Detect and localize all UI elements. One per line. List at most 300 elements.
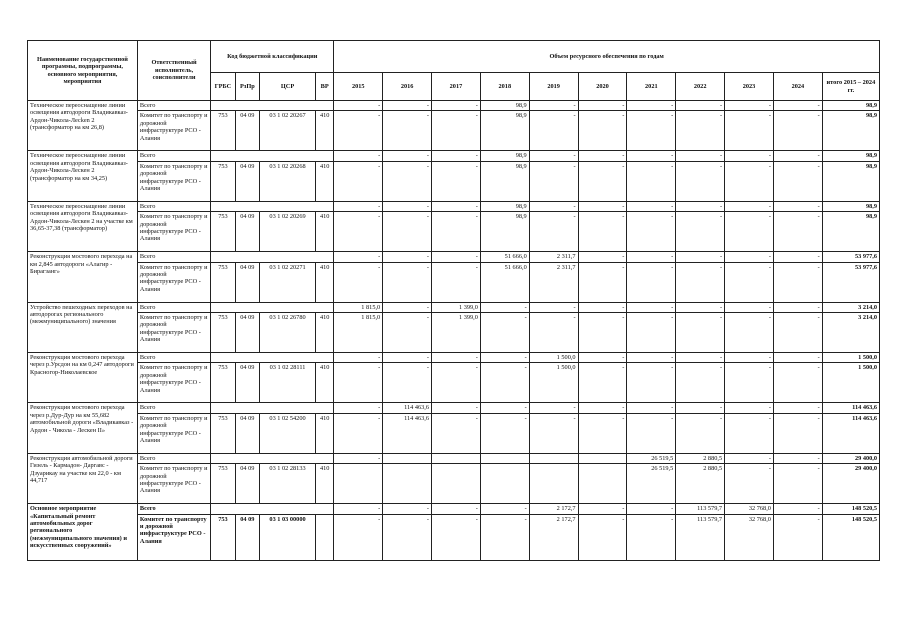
year-value: - xyxy=(773,413,822,453)
vsego-label: Всего xyxy=(137,252,210,262)
header-code-col: ЦСР xyxy=(260,73,316,101)
vsego-value: - xyxy=(676,252,725,262)
year-value: - xyxy=(334,514,383,560)
vsego-value: - xyxy=(334,151,383,161)
header-year: 2020 xyxy=(578,73,627,101)
vsego-value: - xyxy=(773,201,822,211)
responsible-row xyxy=(28,413,880,453)
vsego-value: - xyxy=(334,504,383,514)
vr-code: 410 xyxy=(316,413,334,453)
year-value: - xyxy=(432,161,481,201)
measure-name: Реконструкция автомобильной дороги Гизель - Кармадон- Даргавс - Дзуарикау на участке км 22,0 - км 44,717 xyxy=(28,453,138,503)
code-empty xyxy=(211,504,334,514)
header-year: 2022 xyxy=(676,73,725,101)
vr-code: 410 xyxy=(316,363,334,403)
year-value: - xyxy=(773,111,822,151)
row-total: 148 520,5 xyxy=(822,514,879,560)
vsego-value: - xyxy=(773,453,822,463)
vsego-value: - xyxy=(725,151,774,161)
vsego-row xyxy=(28,403,880,413)
vsego-value: - xyxy=(578,151,627,161)
year-value: - xyxy=(676,262,725,302)
vsego-value: - xyxy=(578,201,627,211)
rzpr-code: 04 09 xyxy=(235,111,259,151)
responsible-row xyxy=(28,464,880,504)
year-value: - xyxy=(578,363,627,403)
vsego-value: - xyxy=(725,101,774,111)
csr-code: 03 1 02 20269 xyxy=(260,212,316,252)
vsego-total: 1 500,0 xyxy=(822,353,879,363)
grbs-code: 753 xyxy=(211,413,235,453)
vsego-value: 98,9 xyxy=(480,151,529,161)
vsego-value: - xyxy=(432,353,481,363)
grbs-code: 753 xyxy=(211,111,235,151)
vsego-value: - xyxy=(334,101,383,111)
vsego-value: - xyxy=(773,151,822,161)
year-value: - xyxy=(529,111,578,151)
year-value: - xyxy=(627,161,676,201)
responsible-executor: Комитет по транспорту и дорожной инфраструктуре РСО - Алания xyxy=(137,363,210,403)
responsible-row xyxy=(28,212,880,252)
vsego-value: - xyxy=(529,302,578,312)
vsego-value: - xyxy=(676,151,725,161)
year-value: 2 172,7 xyxy=(529,514,578,560)
year-value: - xyxy=(627,514,676,560)
year-value: - xyxy=(578,212,627,252)
vsego-row xyxy=(28,453,880,463)
year-value: - xyxy=(627,111,676,151)
budget-table-page xyxy=(27,40,880,561)
vsego-value: - xyxy=(529,403,578,413)
header-year: 2017 xyxy=(432,73,481,101)
grbs-code: 753 xyxy=(211,464,235,504)
csr-code: 03 1 02 20268 xyxy=(260,161,316,201)
year-value: - xyxy=(334,212,383,252)
vsego-value: - xyxy=(383,353,432,363)
year-value: - xyxy=(627,262,676,302)
row-total: 3 214,0 xyxy=(822,313,879,353)
year-value: - xyxy=(383,111,432,151)
code-empty xyxy=(211,201,334,211)
year-value: - xyxy=(334,413,383,453)
vsego-value: - xyxy=(627,151,676,161)
year-value: - xyxy=(480,514,529,560)
year-value: - xyxy=(725,111,774,151)
year-value xyxy=(432,464,481,504)
year-value: 2 311,7 xyxy=(529,262,578,302)
vsego-value: - xyxy=(676,403,725,413)
vsego-value: - xyxy=(383,101,432,111)
rzpr-code: 04 09 xyxy=(235,161,259,201)
responsible-row xyxy=(28,161,880,201)
vsego-value: - xyxy=(480,302,529,312)
vsego-value: - xyxy=(725,453,774,463)
row-total: 98,9 xyxy=(822,111,879,151)
vsego-label: Всего xyxy=(137,302,210,312)
row-total: 53 977,6 xyxy=(822,262,879,302)
year-value: 114 463,6 xyxy=(383,413,432,453)
vsego-row xyxy=(28,504,880,514)
year-value: - xyxy=(383,514,432,560)
csr-code: 03 1 03 00000 xyxy=(260,514,316,560)
header-year: 2023 xyxy=(725,73,774,101)
header-year: 2019 xyxy=(529,73,578,101)
vsego-value: 114 463,6 xyxy=(383,403,432,413)
vsego-value: - xyxy=(725,201,774,211)
csr-code: 03 1 02 20271 xyxy=(260,262,316,302)
year-value: - xyxy=(676,363,725,403)
responsible-executor: Комитет по транспорту и дорожной инфраструктуре РСО - Алания xyxy=(137,212,210,252)
vsego-value: - xyxy=(627,101,676,111)
year-value: - xyxy=(627,363,676,403)
csr-code: 03 1 02 26780 xyxy=(260,313,316,353)
resource-table xyxy=(27,40,880,561)
vsego-value: - xyxy=(432,101,481,111)
year-value: - xyxy=(432,413,481,453)
vsego-value: - xyxy=(529,101,578,111)
year-value: 51 666,0 xyxy=(480,262,529,302)
code-empty xyxy=(211,302,334,312)
vsego-value: - xyxy=(432,504,481,514)
vr-code: 410 xyxy=(316,111,334,151)
rzpr-code: 04 09 xyxy=(235,413,259,453)
grbs-code: 753 xyxy=(211,161,235,201)
vsego-value: - xyxy=(480,353,529,363)
vsego-total: 53 977,6 xyxy=(822,252,879,262)
row-total: 98,9 xyxy=(822,212,879,252)
measure-name: Техническое переоснащение линии освещения автодороги Владикавказ-Ардон-Чикола-Лесken 2 (трансформатор на км 26,8) xyxy=(28,101,138,151)
year-value: - xyxy=(432,514,481,560)
header-year: 2016 xyxy=(383,73,432,101)
code-empty xyxy=(211,403,334,413)
responsible-row xyxy=(28,313,880,353)
year-value: - xyxy=(676,161,725,201)
responsible-executor: Комитет по транспорту и дорожной инфраструктуре РСО - Алания xyxy=(137,313,210,353)
measure-name: Техническое переоснащение линии освещения автодороги Владикавказ-Ардон-Чикола-Лескен 2 (трансформатор на км 34,25) xyxy=(28,151,138,201)
vsego-total: 98,9 xyxy=(822,151,879,161)
year-value: 1 815,0 xyxy=(334,313,383,353)
year-value: - xyxy=(432,363,481,403)
vsego-value: - xyxy=(334,453,383,463)
year-value: - xyxy=(773,363,822,403)
header-budget-code: Код бюджетной классификации xyxy=(211,41,334,73)
year-value: - xyxy=(432,212,481,252)
header-year: 2021 xyxy=(627,73,676,101)
vsego-value: - xyxy=(578,101,627,111)
vsego-value: - xyxy=(480,403,529,413)
year-value: - xyxy=(773,514,822,560)
vsego-value: 98,9 xyxy=(480,201,529,211)
vsego-total: 148 520,5 xyxy=(822,504,879,514)
vsego-value xyxy=(480,453,529,463)
year-value: - xyxy=(725,313,774,353)
vsego-total: 98,9 xyxy=(822,101,879,111)
vsego-value: - xyxy=(383,252,432,262)
vsego-value: - xyxy=(627,302,676,312)
vr-code: 410 xyxy=(316,212,334,252)
vsego-row xyxy=(28,151,880,161)
vsego-value: - xyxy=(773,302,822,312)
vr-code: 410 xyxy=(316,262,334,302)
year-value: - xyxy=(578,313,627,353)
header-year: 2015 xyxy=(334,73,383,101)
header-code-col: ВР xyxy=(316,73,334,101)
year-value: - xyxy=(725,161,774,201)
year-value: - xyxy=(334,363,383,403)
vsego-value: 51 666,0 xyxy=(480,252,529,262)
vsego-value: 2 880,5 xyxy=(676,453,725,463)
year-value: - xyxy=(725,212,774,252)
vsego-value: 1 399,0 xyxy=(432,302,481,312)
responsible-executor: Комитет по транспорту и дорожной инфраструктуре РСО - Алания xyxy=(137,111,210,151)
vsego-value: - xyxy=(773,252,822,262)
year-value: - xyxy=(334,262,383,302)
vsego-value: - xyxy=(725,353,774,363)
vsego-value: - xyxy=(725,403,774,413)
code-empty xyxy=(211,453,334,463)
header-code-col: РзПр xyxy=(235,73,259,101)
vsego-value: 113 579,7 xyxy=(676,504,725,514)
vsego-value: - xyxy=(773,504,822,514)
vsego-value: - xyxy=(578,403,627,413)
vsego-value: - xyxy=(578,252,627,262)
header-resource-volume: Объем ресурсного обеспечения по годам xyxy=(334,41,880,73)
year-value: 32 768,0 xyxy=(725,514,774,560)
vsego-value: - xyxy=(578,504,627,514)
measure-name: Основное мероприятие «Капитальный ремонт автомобильных дорог регионального (межмуниципального значения) и искусственных сооружений» xyxy=(28,504,138,560)
csr-code: 03 1 02 28133 xyxy=(260,464,316,504)
year-value xyxy=(480,464,529,504)
responsible-executor: Комитет по транспорту и дорожной инфраструктуре РСО - Алания xyxy=(137,413,210,453)
year-value: - xyxy=(383,313,432,353)
row-total: 1 500,0 xyxy=(822,363,879,403)
vr-code: 410 xyxy=(316,161,334,201)
header-name: Наименование государственной программы, подпрограммы, основного мероприятия, мероприятия xyxy=(28,41,138,101)
year-value: - xyxy=(529,161,578,201)
year-value xyxy=(334,464,383,504)
vsego-label: Всего xyxy=(137,201,210,211)
code-empty xyxy=(211,252,334,262)
measure-name: Техническое переоснащение линии освещения автодороги Владикавказ-Ардон-Чикола-Лескен 2 на участке км 36,65-37,38 (трансформатор) xyxy=(28,201,138,251)
vsego-row xyxy=(28,302,880,312)
year-value: 113 579,7 xyxy=(676,514,725,560)
year-value: - xyxy=(676,313,725,353)
vsego-value: 1 500,0 xyxy=(529,353,578,363)
vsego-value: - xyxy=(627,403,676,413)
year-value: - xyxy=(480,313,529,353)
responsible-executor: Комитет по транспорту и дорожной инфраструктуре РСО - Алания xyxy=(137,514,210,560)
year-value: - xyxy=(432,111,481,151)
vsego-value: - xyxy=(627,201,676,211)
vsego-label: Всего xyxy=(137,353,210,363)
year-value: - xyxy=(529,212,578,252)
year-value: - xyxy=(578,161,627,201)
responsible-executor: Комитет по транспорту и дорожной инфраструктуре РСО - Алания xyxy=(137,464,210,504)
vsego-label: Всего xyxy=(137,403,210,413)
year-value: 26 519,5 xyxy=(627,464,676,504)
year-value: - xyxy=(725,464,774,504)
vsego-value: - xyxy=(383,504,432,514)
vsego-value: - xyxy=(334,403,383,413)
vsego-value: - xyxy=(725,302,774,312)
year-value: - xyxy=(627,212,676,252)
rzpr-code: 04 09 xyxy=(235,363,259,403)
vsego-value: - xyxy=(432,403,481,413)
vsego-total: 3 214,0 xyxy=(822,302,879,312)
vsego-value: - xyxy=(627,504,676,514)
year-value: - xyxy=(676,111,725,151)
vsego-value: - xyxy=(529,151,578,161)
vr-code xyxy=(316,514,334,560)
vsego-value: - xyxy=(432,252,481,262)
vr-code: 410 xyxy=(316,464,334,504)
header-year: 2024 xyxy=(773,73,822,101)
year-value: 98,9 xyxy=(480,111,529,151)
vsego-value: 1 815,0 xyxy=(334,302,383,312)
vsego-value xyxy=(383,453,432,463)
header-total: итого 2015 – 2024 гг. xyxy=(822,73,879,101)
measure-name: Реконструкция мостового перехода через р.Урсдон на км 0,247 автодороги Красногор-Николаевское xyxy=(28,353,138,403)
year-value: - xyxy=(773,262,822,302)
vsego-value: - xyxy=(480,504,529,514)
year-value: - xyxy=(529,413,578,453)
csr-code: 03 1 02 20267 xyxy=(260,111,316,151)
responsible-row xyxy=(28,514,880,560)
vsego-value: 32 768,0 xyxy=(725,504,774,514)
vsego-value: 26 519,5 xyxy=(627,453,676,463)
year-value: - xyxy=(627,413,676,453)
responsible-row xyxy=(28,363,880,403)
grbs-code: 753 xyxy=(211,363,235,403)
year-value xyxy=(578,464,627,504)
vsego-value: - xyxy=(773,101,822,111)
vsego-value xyxy=(578,453,627,463)
vsego-value: - xyxy=(578,302,627,312)
year-value: - xyxy=(773,161,822,201)
vsego-value: - xyxy=(383,302,432,312)
year-value: - xyxy=(773,464,822,504)
vsego-value xyxy=(529,453,578,463)
year-value: - xyxy=(627,313,676,353)
grbs-code: 753 xyxy=(211,313,235,353)
vsego-value: - xyxy=(578,353,627,363)
year-value: - xyxy=(578,111,627,151)
year-value xyxy=(383,464,432,504)
row-total: 29 400,0 xyxy=(822,464,879,504)
year-value: - xyxy=(676,413,725,453)
code-empty xyxy=(211,101,334,111)
measure-name: Реконструкция мостового перехода на км 2,845 автодороги «Алагир - Бирагзанг» xyxy=(28,252,138,302)
year-value: - xyxy=(529,313,578,353)
vsego-value: - xyxy=(529,201,578,211)
vsego-value: - xyxy=(334,252,383,262)
grbs-code: 753 xyxy=(211,514,235,560)
code-empty xyxy=(211,353,334,363)
rzpr-code: 04 09 xyxy=(235,313,259,353)
rzpr-code: 04 09 xyxy=(235,262,259,302)
year-value xyxy=(529,464,578,504)
vsego-label: Всего xyxy=(137,101,210,111)
vsego-total: 29 400,0 xyxy=(822,453,879,463)
year-value: - xyxy=(773,313,822,353)
measure-name: Устройство пешеходных переходов на автодорогах регионального (межмуниципального) значения xyxy=(28,302,138,352)
vsego-value: - xyxy=(334,353,383,363)
responsible-executor: Комитет по транспорту и дорожной инфраструктуре РСО - Алания xyxy=(137,161,210,201)
csr-code: 03 1 02 28111 xyxy=(260,363,316,403)
year-value: - xyxy=(578,413,627,453)
code-empty xyxy=(211,151,334,161)
grbs-code: 753 xyxy=(211,262,235,302)
csr-code: 03 1 02 54200 xyxy=(260,413,316,453)
vsego-total: 114 463,6 xyxy=(822,403,879,413)
rzpr-code: 04 09 xyxy=(235,464,259,504)
vsego-value: - xyxy=(676,101,725,111)
year-value: - xyxy=(773,212,822,252)
vsego-label: Всего xyxy=(137,453,210,463)
vsego-value: - xyxy=(773,353,822,363)
rzpr-code: 04 09 xyxy=(235,212,259,252)
vsego-value: - xyxy=(627,353,676,363)
year-value: - xyxy=(676,212,725,252)
vsego-value: - xyxy=(334,201,383,211)
vsego-total: 98,9 xyxy=(822,201,879,211)
measure-name: Реконструкция мостового перехода через р.Дур-Дур на км 55,682 автомобильной дороги «Владикавказ - Ардон - Чикола - Лескен II» xyxy=(28,403,138,453)
vsego-row xyxy=(28,353,880,363)
vsego-value: - xyxy=(627,252,676,262)
year-value: 98,9 xyxy=(480,161,529,201)
year-value: 2 880,5 xyxy=(676,464,725,504)
vsego-value: 98,9 xyxy=(480,101,529,111)
vsego-value: - xyxy=(383,151,432,161)
vsego-value xyxy=(432,453,481,463)
year-value: - xyxy=(725,262,774,302)
year-value: - xyxy=(383,212,432,252)
year-value: - xyxy=(578,262,627,302)
rzpr-code: 04 09 xyxy=(235,514,259,560)
header-responsible: Ответственный исполнитель, соисполнители xyxy=(137,41,210,101)
vsego-value: 2 311,7 xyxy=(529,252,578,262)
header-code-col: ГРБС xyxy=(211,73,235,101)
year-value: - xyxy=(383,161,432,201)
year-value: - xyxy=(578,514,627,560)
vsego-value: - xyxy=(676,201,725,211)
vsego-value: 2 172,7 xyxy=(529,504,578,514)
year-value: - xyxy=(334,111,383,151)
year-value: - xyxy=(725,363,774,403)
vr-code: 410 xyxy=(316,313,334,353)
year-value: - xyxy=(334,161,383,201)
vsego-value: - xyxy=(383,201,432,211)
vsego-value: - xyxy=(676,302,725,312)
responsible-executor: Комитет по транспорту и дорожной инфраструктуре РСО - Алания xyxy=(137,262,210,302)
vsego-row xyxy=(28,201,880,211)
vsego-value: - xyxy=(773,403,822,413)
vsego-value: - xyxy=(725,252,774,262)
year-value: 98,9 xyxy=(480,212,529,252)
row-total: 114 463,6 xyxy=(822,413,879,453)
vsego-row xyxy=(28,252,880,262)
year-value: 1 399,0 xyxy=(432,313,481,353)
year-value: - xyxy=(383,262,432,302)
vsego-value: - xyxy=(432,201,481,211)
responsible-row xyxy=(28,111,880,151)
year-value: - xyxy=(480,363,529,403)
year-value: 1 500,0 xyxy=(529,363,578,403)
year-value: - xyxy=(383,363,432,403)
row-total: 98,9 xyxy=(822,161,879,201)
vsego-label: Всего xyxy=(137,151,210,161)
grbs-code: 753 xyxy=(211,212,235,252)
